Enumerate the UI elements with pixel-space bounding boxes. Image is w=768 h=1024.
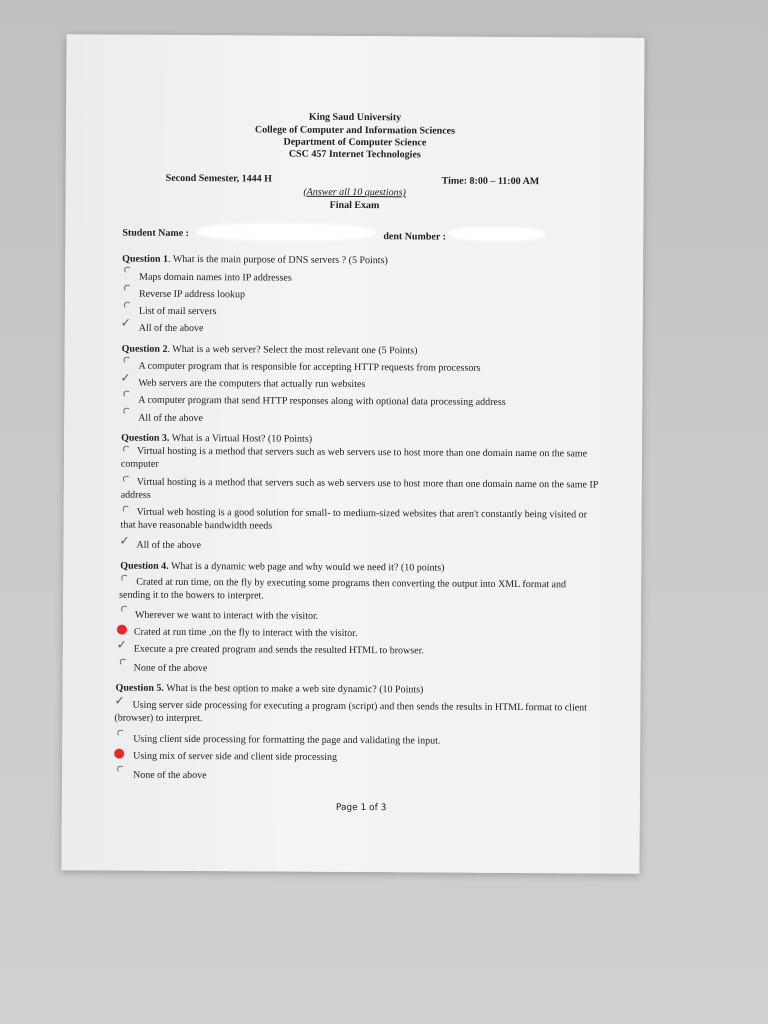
question-3 (121, 433, 312, 445)
q2-radio-1[interactable] (124, 357, 131, 364)
redaction-name (197, 223, 375, 241)
question-2-text: . What is a web server? Select the most relevant one (5 Points) (167, 343, 418, 357)
time-label: Time: 8:00 – 11:00 AM (441, 175, 540, 188)
question-1-number: Question 1 (122, 253, 169, 265)
q3-option-2: Virtual hosting is a method that servers such as web servers use to host more than one domain name on the same IP address (120, 476, 599, 501)
q5-option-4: None of the above (133, 769, 207, 782)
question-4-number: Question 4. (120, 560, 169, 572)
instructions: (Answer all 10 questions) (303, 186, 406, 199)
q1-option-1: Maps domain names into IP addresses (139, 271, 292, 284)
semester-label: Second Semester, 1444 H (165, 172, 273, 185)
q2-option-4: All of the above (138, 412, 203, 425)
q1-option-2: Reverse IP address lookup (138, 288, 246, 301)
q2-radio-4[interactable] (123, 408, 130, 415)
q1-radio-2[interactable] (124, 285, 131, 292)
q3-option-1: Virtual hosting is a method that servers such as web servers use to host more than one domain name on the same computer (120, 445, 588, 470)
q1-option-4: All of the above (138, 322, 204, 335)
question-4 (120, 561, 444, 574)
q4-option-5: None of the above (133, 662, 208, 675)
q3-option-4: All of the above (136, 539, 202, 552)
q1-check-icon: ✓ (120, 315, 131, 330)
student-number-label: dent Number : (383, 231, 446, 243)
question-1 (122, 254, 388, 267)
q4-option-1: Crated at run time, on the fly by executing some programs then converting the output into XML format and sending it to the bowers to interpret. (119, 576, 567, 602)
q5-option-1: Using server side processing for executing a program (script) and then sends the results in HTML format to client (browser) to interpret. (114, 699, 588, 725)
exam-sheet (61, 34, 644, 874)
question-3-number: Question 3. (121, 432, 170, 444)
q1-option-3: List of mail servers (138, 305, 217, 318)
course-name: CSC 457 Internet Technologies (288, 148, 421, 161)
q4-selected-dot (117, 625, 127, 635)
q3-option-3: Virtual web hosting is a good solution for small- to medium-sized websites that aren't constantly being visited or that have reasonable bandwidth needs (120, 506, 587, 532)
q3-check-icon: ✓ (119, 533, 130, 548)
question-1-text: . What is the main purpose of DNS servers ? (5 Points) (167, 253, 388, 267)
q2-option-1: A computer program that is responsible for accepting HTTP requests from processors (138, 360, 481, 374)
question-5-number: Question 5. (115, 682, 164, 694)
q4-option-4: Execute a pre created program and sends the resulted HTML to browser. (133, 643, 424, 657)
q2-option-3: A computer program that send HTTP responses along with optional data processing address (138, 394, 506, 408)
student-name-label: Student Name : (122, 227, 190, 239)
q2-check-icon: ✓ (120, 370, 131, 385)
question-4-text: What is a dynamic web page and why would we need it? (10 points) (168, 560, 445, 574)
q4-radio-2[interactable] (121, 606, 128, 613)
exam-type: Final Exam (329, 199, 380, 212)
q5-option-3: Using mix of server side and client side processing (133, 750, 338, 763)
question-5-text: What is the best option to make a web site dynamic? (10 Points) (163, 682, 424, 696)
question-3-text: What is a Virtual Host? (10 Points) (169, 432, 313, 445)
redaction-number (449, 227, 545, 242)
q4-check-icon: ✓ (116, 637, 127, 652)
question-2-number: Question 2 (121, 343, 168, 355)
department-name: Department of Computer Science (283, 136, 427, 149)
q5-radio-4[interactable] (117, 766, 124, 773)
q1-radio-3[interactable] (124, 302, 131, 309)
q4-option-2: Wherever we want to interact with the visitor. (134, 609, 319, 622)
q4-radio-5[interactable] (120, 659, 127, 666)
question-2 (122, 344, 418, 357)
q1-radio-1[interactable] (124, 267, 131, 274)
college-name: College of Computer and Information Sciences (254, 124, 456, 137)
q5-radio-2[interactable] (117, 730, 124, 737)
q5-selected-dot (114, 749, 124, 759)
university-name: King Saud University (308, 111, 402, 124)
q2-radio-3[interactable] (123, 391, 130, 398)
q2-option-2: Web servers are the computers that actually run websites (138, 377, 366, 391)
page-number: Page 1 of 3 (335, 802, 387, 814)
q5-check-icon: ✓ (114, 693, 125, 708)
question-5 (116, 683, 424, 696)
q4-option-3: Crated at run time ,on the fly to interact with the visitor. (133, 626, 358, 640)
q5-option-2: Using client side processing for formatting the page and validating the input. (133, 733, 441, 747)
